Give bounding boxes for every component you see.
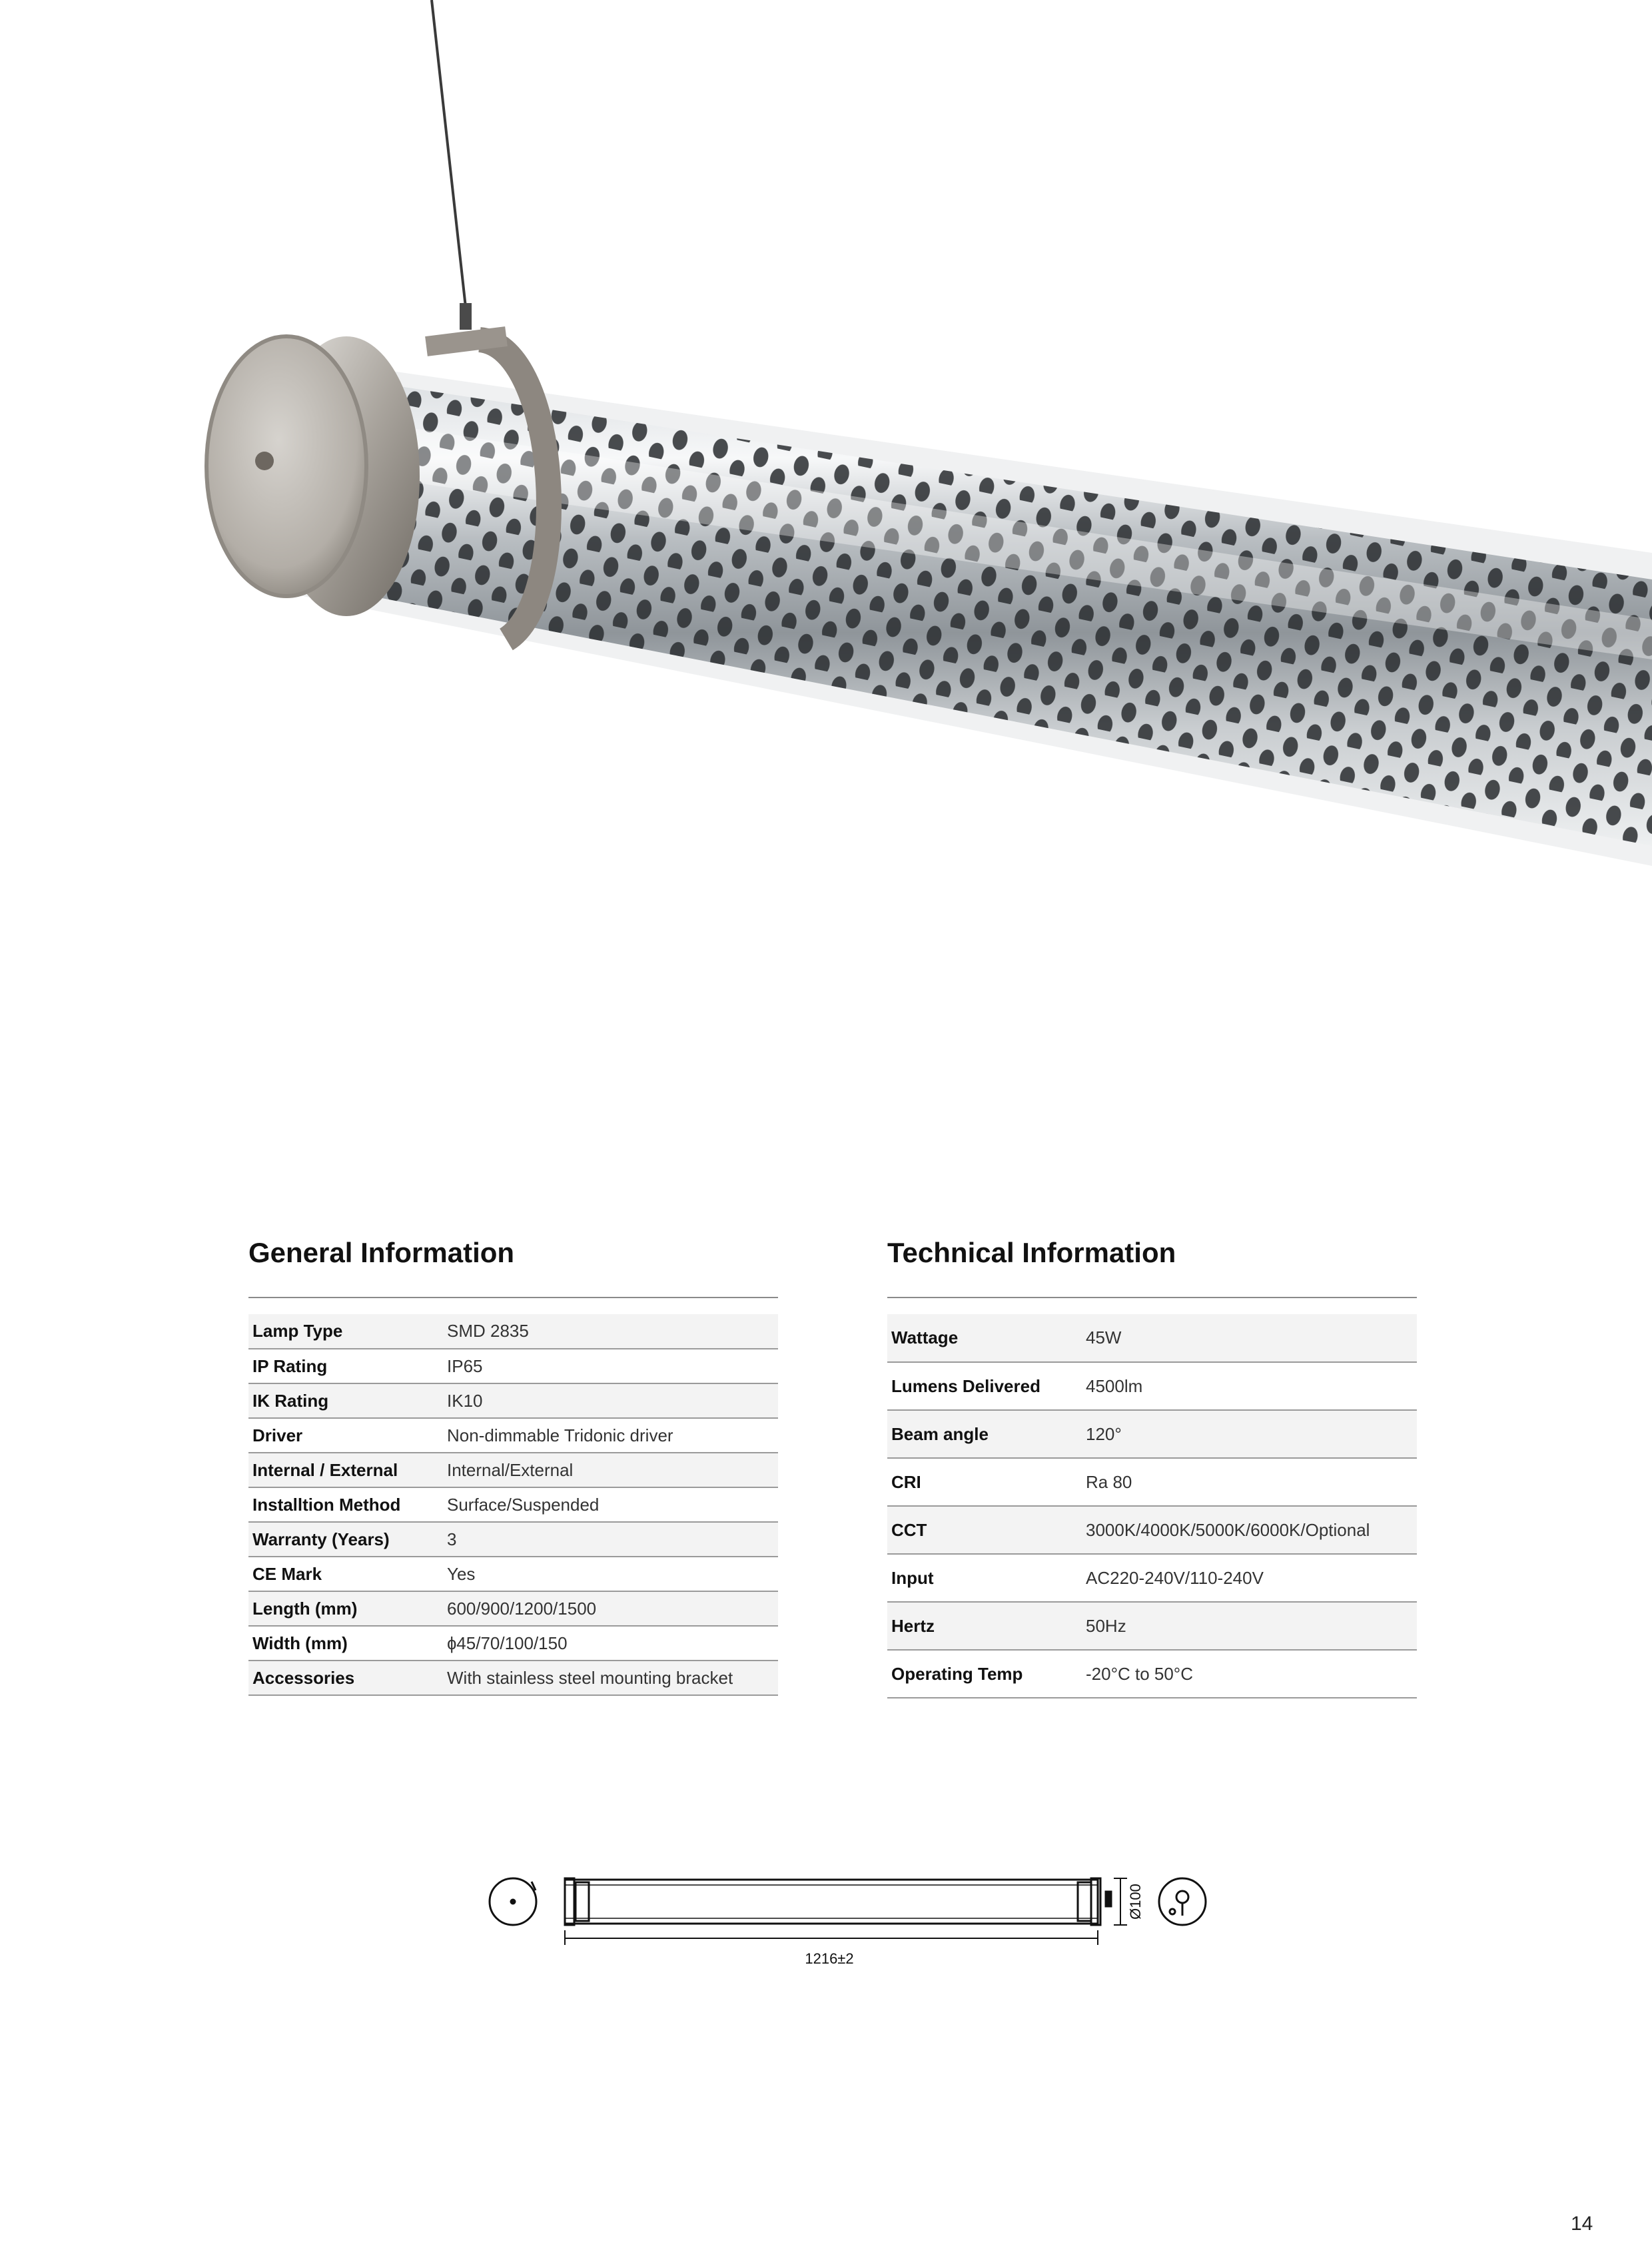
spec-value: Surface/Suspended (443, 1487, 778, 1522)
technical-info-row (887, 1314, 1417, 1362)
spec-label: Installtion Method (248, 1487, 443, 1522)
end-view-right (1159, 1878, 1206, 1925)
technical-info-row (887, 1554, 1417, 1602)
general-info-row (248, 1383, 778, 1418)
length-dimension (565, 1930, 1098, 1945)
technical-info-row (887, 1650, 1417, 1698)
technical-info-row (887, 1410, 1417, 1458)
section-divider (248, 1297, 778, 1298)
spec-label: Warranty (Years) (248, 1522, 443, 1557)
spec-value: 120° (1082, 1410, 1417, 1458)
product-photo (0, 0, 1652, 893)
spec-value: 3000K/4000K/5000K/6000K/Optional (1082, 1506, 1417, 1554)
spec-value: Non-dimmable Tridonic driver (443, 1418, 778, 1453)
technical-info-row (887, 1506, 1417, 1554)
spec-label: CCT (887, 1506, 1082, 1554)
spec-label: Length (mm) (248, 1591, 443, 1626)
general-information-heading: General Information (248, 1237, 515, 1268)
length-dimension-label: 1216±2 (805, 1950, 854, 1967)
spec-value: Yes (443, 1557, 778, 1591)
spec-value: IK10 (443, 1383, 778, 1418)
general-info-row (248, 1418, 778, 1453)
end-view-left (490, 1878, 536, 1925)
general-info-row (248, 1487, 778, 1522)
general-info-row (248, 1557, 778, 1591)
technical-info-row (887, 1602, 1417, 1650)
spec-label: CE Mark (248, 1557, 443, 1591)
spec-value: 50Hz (1082, 1602, 1417, 1650)
side-view (565, 1878, 1111, 1925)
general-info-row (248, 1626, 778, 1661)
spec-value: 4500lm (1082, 1362, 1417, 1410)
spec-label: IK Rating (248, 1383, 443, 1418)
general-info-row (248, 1522, 778, 1557)
spec-value: ɸ45/70/100/150 (443, 1626, 778, 1661)
technical-info-row (887, 1362, 1417, 1410)
technical-information-table (887, 1314, 1417, 1698)
spec-value: 45W (1082, 1314, 1417, 1362)
general-info-row (248, 1349, 778, 1383)
technical-information-section (887, 1239, 1417, 1698)
general-info-row (248, 1591, 778, 1626)
spec-label: CRI (887, 1458, 1082, 1506)
general-info-row (248, 1453, 778, 1487)
spec-value: 3 (443, 1522, 778, 1557)
diameter-dimension (1114, 1878, 1127, 1925)
spec-label: Accessories (248, 1661, 443, 1695)
spec-label: Width (mm) (248, 1626, 443, 1661)
spec-value: Ra 80 (1082, 1458, 1417, 1506)
spec-label: Operating Temp (887, 1650, 1082, 1698)
general-info-row (248, 1661, 778, 1695)
general-information-table (248, 1314, 778, 1696)
technical-info-row (887, 1458, 1417, 1506)
spec-label: Hertz (887, 1602, 1082, 1650)
spec-value: 600/900/1200/1500 (443, 1591, 778, 1626)
spec-value: IP65 (443, 1349, 778, 1383)
spec-label: Internal / External (248, 1453, 443, 1487)
page-number: 14 (1571, 2213, 1593, 2235)
spec-label: Input (887, 1554, 1082, 1602)
dimension-drawing (480, 1858, 1226, 1978)
technical-information-heading: Technical Information (887, 1237, 1176, 1268)
spec-value: -20°C to 50°C (1082, 1650, 1417, 1698)
spec-value: Internal/External (443, 1453, 778, 1487)
spec-value: With stainless steel mounting bracket (443, 1661, 778, 1695)
general-info-row (248, 1314, 778, 1349)
spec-label: Lumens Delivered (887, 1362, 1082, 1410)
spec-label: Wattage (887, 1314, 1082, 1362)
spec-value: SMD 2835 (443, 1314, 778, 1349)
section-divider (887, 1297, 1417, 1298)
spec-value: AC220-240V/110-240V (1082, 1554, 1417, 1602)
spec-label: IP Rating (248, 1349, 443, 1383)
general-information-section (248, 1239, 778, 1696)
spec-label: Driver (248, 1418, 443, 1453)
spec-label: Lamp Type (248, 1314, 443, 1349)
spec-label: Beam angle (887, 1410, 1082, 1458)
diameter-dimension-label: Ø100 (1127, 1884, 1144, 1920)
